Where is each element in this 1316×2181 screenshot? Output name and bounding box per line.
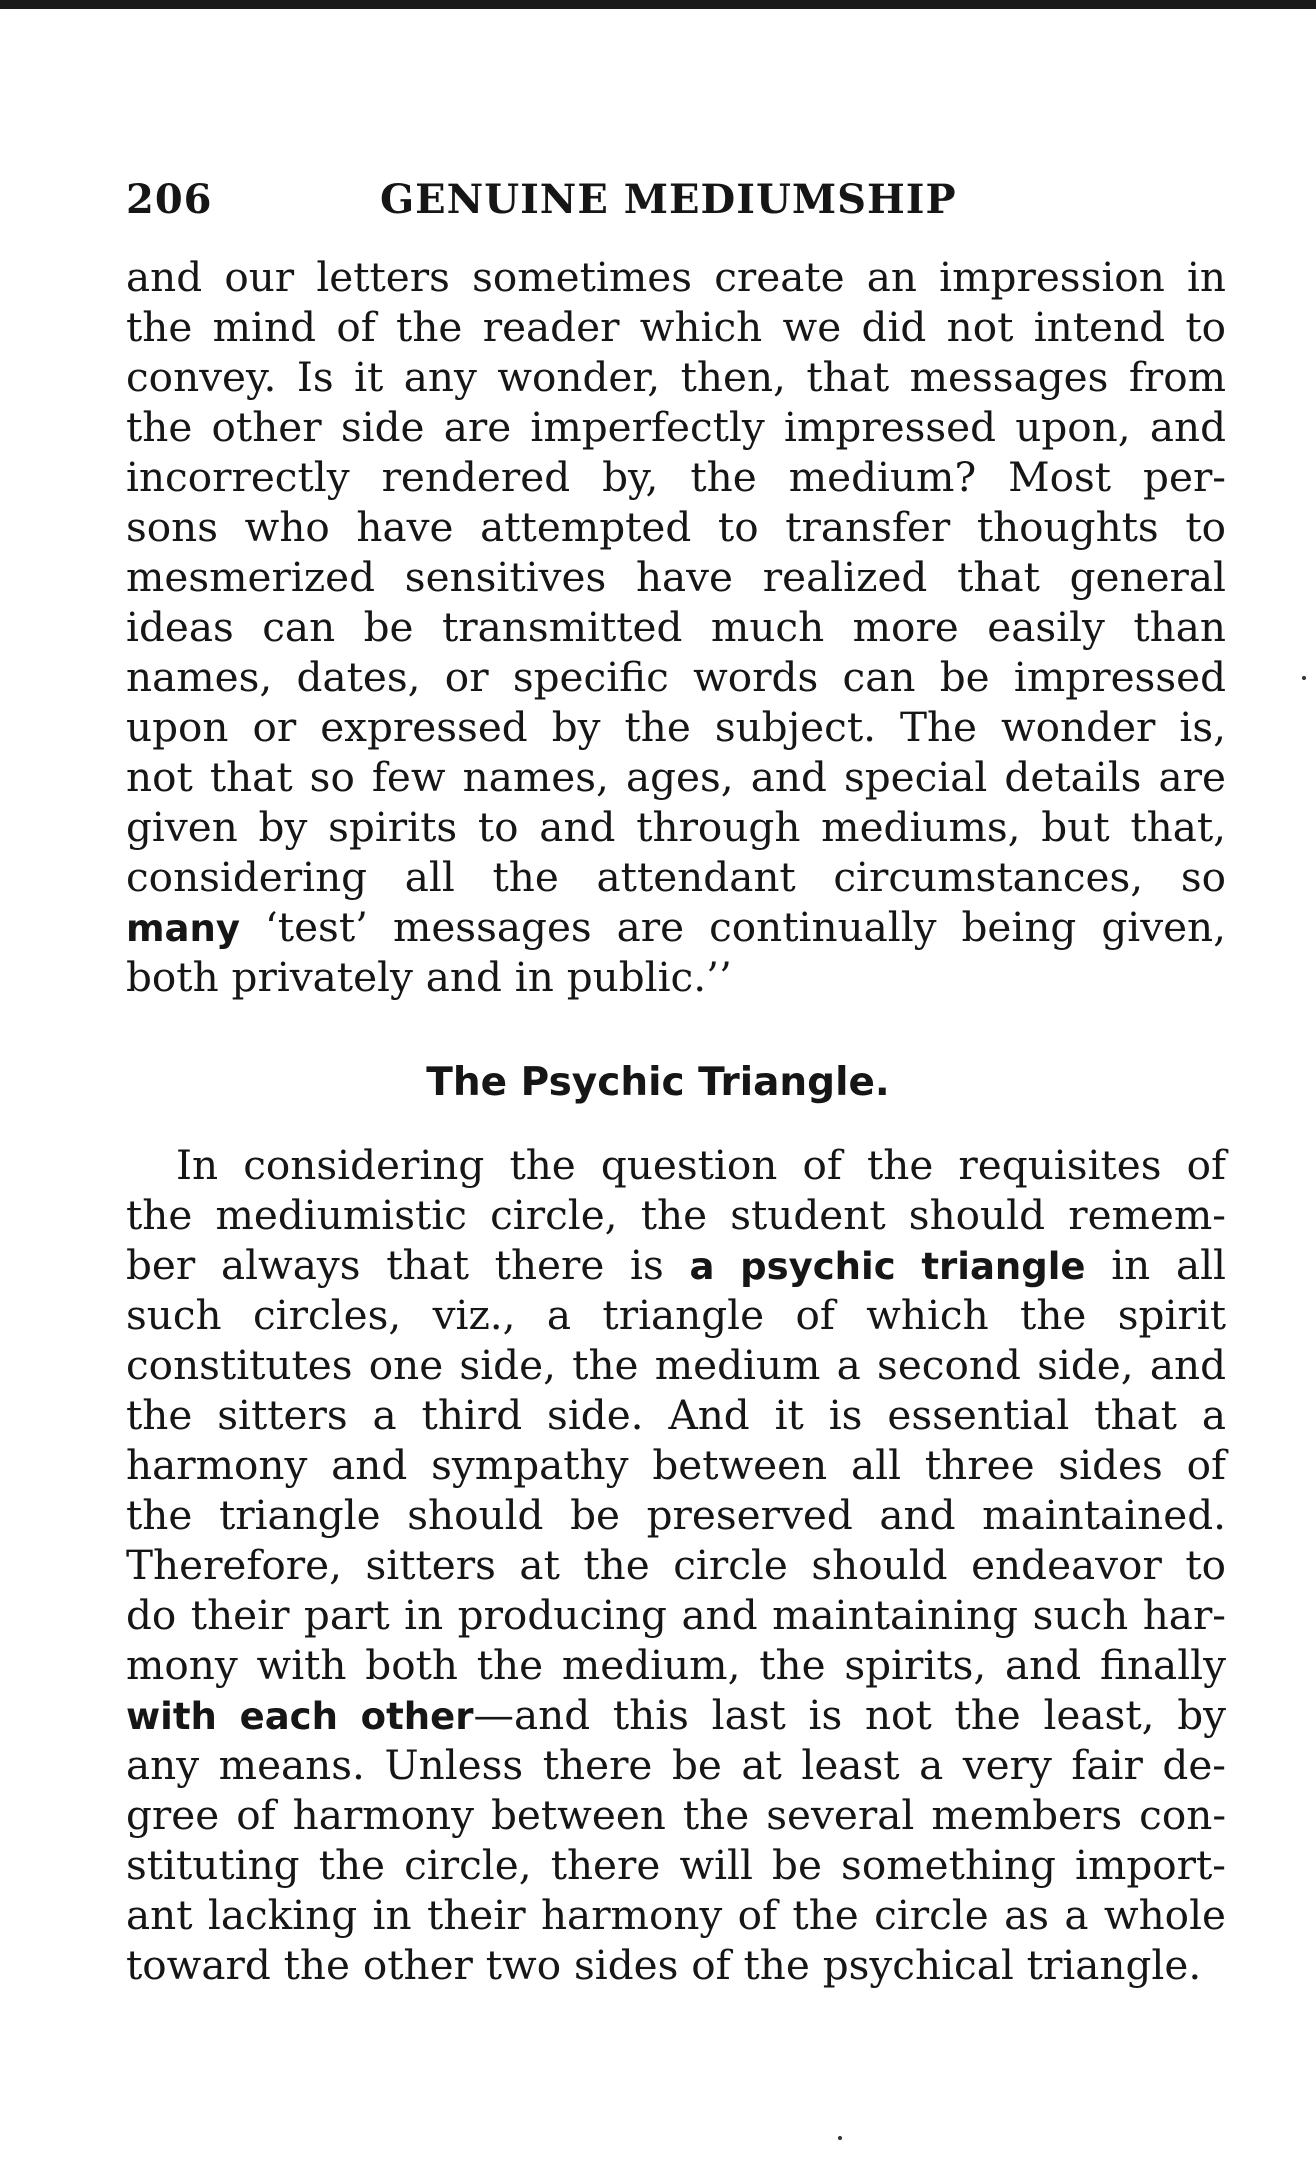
text-line: convey. Is it any wonder, then, that messages from (126, 353, 1226, 401)
text-line: any means. Unless there be at least a very fair de- (126, 1741, 1226, 1789)
text-line: the triangle should be preserved and maintained. (126, 1491, 1226, 1539)
emphasized-text: with each other (126, 1695, 474, 1738)
text-line: Therefore, sitters at the circle should endeavor to (126, 1541, 1226, 1589)
text-line (126, 1690, 1226, 1740)
text-line: the mediumistic circle, the student should remem- (126, 1191, 1226, 1239)
text-line: upon or expressed by the subject. The wonder is, (126, 703, 1226, 751)
text-line: mony with both the medium, the spirits, and finally (126, 1641, 1226, 1689)
text-line: incorrectly rendered by, the medium? Most per- (126, 453, 1226, 501)
text-line: ant lacking in their harmony of the circle as a whole (126, 1891, 1226, 1939)
text-line: not that so few names, ages, and special details are (126, 753, 1226, 801)
text-line: given by spirits to and through mediums, but that, (126, 803, 1226, 851)
emphasized-text: many (126, 907, 240, 950)
page-number: 206 (126, 176, 213, 223)
paper-speck (838, 2136, 842, 2140)
text-line: the mind of the reader which we did not intend to (126, 303, 1226, 351)
text-line: mesmerized sensitives have realized that general (126, 553, 1226, 601)
text-line: do their part in producing and maintaining such har- (126, 1591, 1226, 1639)
text-line: In considering the question of the requisites of (176, 1141, 1226, 1189)
text-line (126, 1240, 1226, 1290)
line-text-before: ber always that there is (126, 1241, 690, 1289)
text-line: such circles, viz., a triangle of which the spirit (126, 1291, 1226, 1339)
line-text-after: in all (1085, 1241, 1226, 1289)
line-text-after: ‘test’ messages are continually being given, (239, 903, 1226, 951)
text-line: the other side are imperfectly impressed upon, and (126, 403, 1226, 451)
text-line: ideas can be transmitted much more easily than (126, 603, 1226, 651)
top-page-edge (0, 0, 1316, 9)
text-line (126, 902, 1226, 952)
text-line: toward the other two sides of the psychical triangle. (126, 1941, 1202, 1989)
text-line: both privately and in public.’’ (126, 953, 732, 1001)
text-line: harmony and sympathy between all three sides of (126, 1441, 1226, 1489)
section-heading: The Psychic Triangle. (426, 1060, 890, 1105)
paper-speck (1302, 676, 1306, 680)
text-line: sons who have attempted to transfer thoughts to (126, 503, 1226, 551)
text-line: stituting the circle, there will be something import- (126, 1841, 1226, 1889)
emphasized-text: a psychic triangle (689, 1245, 1086, 1288)
text-line: the sitters a third side. And it is essential that a (126, 1391, 1226, 1439)
line-text-after: —and this last is not the least, by (473, 1691, 1226, 1739)
text-line: and our letters sometimes create an impression in (126, 253, 1226, 301)
text-line: considering all the attendant circumstances, so (126, 853, 1226, 901)
text-line: gree of harmony between the several members con- (126, 1791, 1226, 1839)
page-header (126, 176, 1226, 232)
text-line: constitutes one side, the medium a second side, and (126, 1341, 1226, 1389)
text-line: names, dates, or specific words can be impressed (126, 653, 1226, 701)
running-head: GENUINE MEDIUMSHIP (380, 176, 957, 223)
